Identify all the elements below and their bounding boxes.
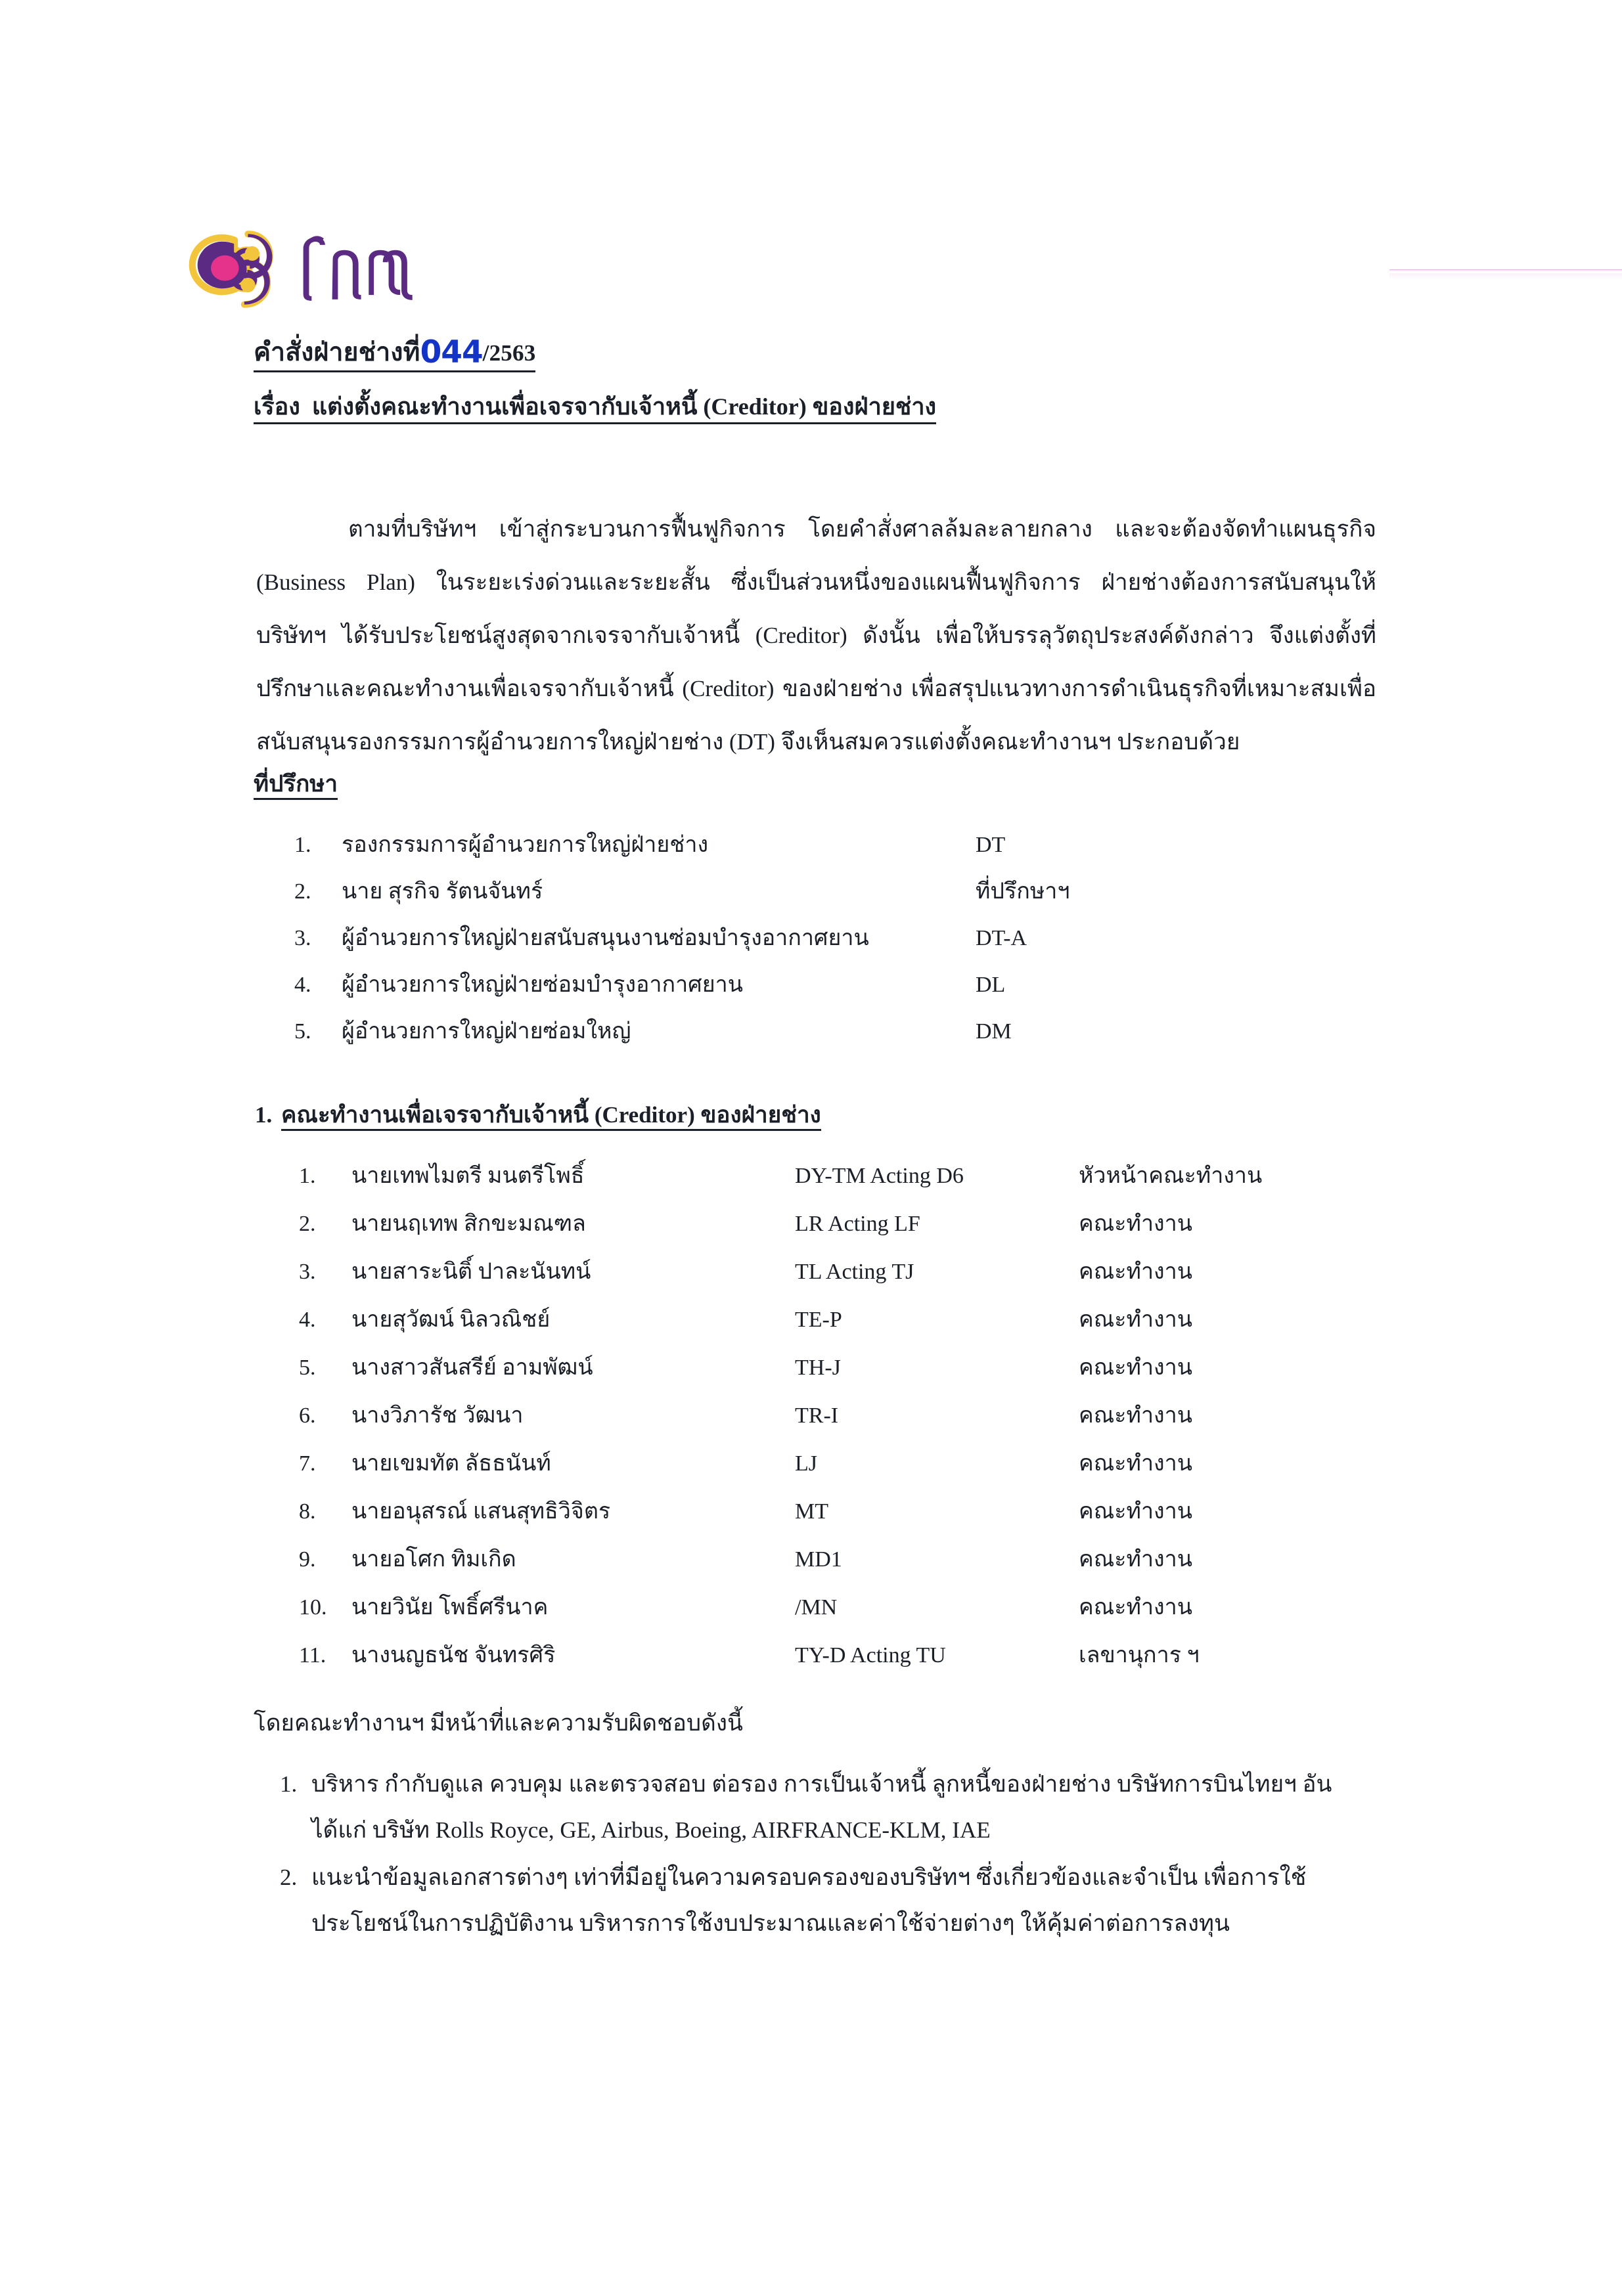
committee-row bbox=[299, 1445, 1403, 1493]
member-role: คณะทำงาน bbox=[1079, 1356, 1192, 1380]
advisor-code: DT bbox=[976, 833, 1006, 857]
member-index: 10. bbox=[299, 1595, 327, 1620]
scan-artifact-line-glow bbox=[1389, 273, 1622, 280]
committee-row bbox=[299, 1637, 1403, 1685]
member-role: คณะทำงาน bbox=[1079, 1547, 1192, 1572]
advisor-row bbox=[294, 826, 1372, 873]
member-code: TE-P bbox=[795, 1308, 842, 1332]
subject-text: แต่งตั้งคณะทำงานเพื่อเจรจากับเจ้าหนี้ (Creditor) ของฝ่ายช่าง bbox=[311, 393, 937, 420]
advisors-list bbox=[294, 826, 1372, 1059]
member-index: 4. bbox=[299, 1308, 316, 1332]
committee-section-heading bbox=[255, 1102, 821, 1128]
duty-item bbox=[254, 1761, 1381, 1853]
advisor-row bbox=[294, 873, 1372, 919]
member-role: คณะทำงาน bbox=[1079, 1451, 1192, 1476]
member-code: TH-J bbox=[795, 1356, 841, 1380]
duty-line-2: ได้แก่ บริษัท Rolls Royce, GE, Airbus, Boeing, AIRFRANCE-KLM, IAE bbox=[311, 1817, 991, 1843]
document-subject-heading bbox=[254, 394, 936, 424]
member-index: 8. bbox=[299, 1499, 316, 1524]
member-name: นายอโศก ทิมเกิด bbox=[351, 1547, 516, 1572]
member-role: เลขานุการ ฯ bbox=[1079, 1643, 1200, 1667]
committee-row bbox=[299, 1349, 1403, 1397]
duty-text bbox=[311, 1855, 1381, 1947]
member-name: นายสุวัฒน์ นิลวณิชย์ bbox=[351, 1308, 551, 1332]
member-role: คณะทำงาน bbox=[1079, 1403, 1192, 1428]
advisor-index: 1. bbox=[294, 833, 311, 857]
member-name: นายเขมทัต ลัธธนันท์ bbox=[351, 1451, 551, 1476]
advisor-code: ที่ปรึกษาฯ bbox=[976, 879, 1070, 904]
committee-row bbox=[299, 1157, 1403, 1205]
duty-item bbox=[254, 1855, 1381, 1947]
advisor-row bbox=[294, 966, 1372, 1013]
duty-line-1: บริหาร กำกับดูแล ควบคุม และตรวจสอบ ต่อรอง การเป็นเจ้าหนี้ ลูกหนี้ของฝ่ายช่าง บริษัทการบินไทยฯ อัน bbox=[311, 1771, 1332, 1797]
duties-lead-text: โดยคณะทำงานฯ มีหน้าที่และความรับผิดชอบดังนี้ bbox=[254, 1710, 743, 1736]
member-code: TR-I bbox=[795, 1403, 839, 1428]
member-name: นางสาวสันสรีย์ อามพัฒน์ bbox=[351, 1356, 593, 1380]
member-role: คณะทำงาน bbox=[1079, 1499, 1192, 1524]
member-code: LR Acting LF bbox=[795, 1212, 920, 1236]
advisor-index: 5. bbox=[294, 1019, 311, 1044]
advisor-title: นาย สุรกิจ รัตนจันทร์ bbox=[342, 879, 543, 904]
duty-index: 1. bbox=[280, 1771, 298, 1797]
thai-airways-logo bbox=[187, 220, 431, 319]
scan-artifact-line bbox=[1389, 269, 1622, 271]
committee-row bbox=[299, 1301, 1403, 1349]
committee-row bbox=[299, 1397, 1403, 1445]
member-code: DY-TM Acting D6 bbox=[795, 1164, 964, 1188]
doc-no-handwritten: 044 bbox=[420, 334, 483, 370]
member-code: LJ bbox=[795, 1451, 817, 1476]
member-index: 11. bbox=[299, 1643, 327, 1667]
member-index: 1. bbox=[299, 1164, 316, 1188]
doc-no-rest: /2563 bbox=[482, 340, 536, 366]
committee-row bbox=[299, 1253, 1403, 1301]
duty-text bbox=[311, 1761, 1381, 1853]
member-index: 5. bbox=[299, 1356, 316, 1380]
advisor-row bbox=[294, 1013, 1372, 1059]
member-name: นายสาระนิติ์ ปาละนันทน์ bbox=[351, 1260, 591, 1284]
member-name: นางนญธนัช จันทรศิริ bbox=[351, 1643, 556, 1667]
member-index: 9. bbox=[299, 1547, 316, 1572]
member-role: คณะทำงาน bbox=[1079, 1260, 1192, 1284]
member-role: คณะทำงาน bbox=[1079, 1212, 1192, 1236]
advisor-title: ผู้อำนวยการใหญ่ฝ่ายซ่อมใหญ่ bbox=[342, 1019, 631, 1044]
advisor-index: 4. bbox=[294, 973, 311, 997]
duty-line-1: แนะนำข้อมูลเอกสารต่างๆ เท่าที่มีอยู่ในความครอบครองของบริษัทฯ ซึ่งเกี่ยวข้องและจำเป็น เพื่อการใช้ bbox=[311, 1865, 1307, 1890]
member-code: TY-D Acting TU bbox=[795, 1643, 946, 1667]
duty-index: 2. bbox=[280, 1865, 298, 1890]
duties-list bbox=[254, 1761, 1381, 1948]
member-name: นายอนุสรณ์ แสนสุทธิวิจิตร bbox=[351, 1499, 611, 1524]
advisor-code: DT-A bbox=[976, 926, 1027, 950]
member-code: TL Acting TJ bbox=[795, 1260, 914, 1284]
member-index: 7. bbox=[299, 1451, 316, 1476]
member-index: 6. bbox=[299, 1403, 316, 1428]
advisor-title: ผู้อำนวยการใหญ่ฝ่ายสนับสนุนงานซ่อมบำรุงอากาศยาน bbox=[342, 926, 869, 950]
advisor-index: 2. bbox=[294, 879, 311, 904]
committee-row bbox=[299, 1589, 1403, 1637]
subject-label: เรื่อง bbox=[254, 393, 300, 420]
doc-no-prefix: คำสั่งฝ่ายช่างที่ bbox=[254, 338, 420, 366]
advisor-title: รองกรรมการผู้อำนวยการใหญ่ฝ่ายช่าง bbox=[342, 833, 709, 857]
thai-wordmark-icon bbox=[293, 227, 431, 311]
member-code: MT bbox=[795, 1499, 828, 1524]
committee-section-title: คณะทำงานเพื่อเจรจากับเจ้าหนี้ (Creditor) ของฝ่ายช่าง bbox=[281, 1102, 821, 1131]
committee-section-number: 1. bbox=[255, 1102, 273, 1128]
member-role: คณะทำงาน bbox=[1079, 1308, 1192, 1332]
member-role: หัวหน้าคณะทำงาน bbox=[1079, 1164, 1263, 1188]
member-name: นายนฤเทพ สิกขะมณฑล bbox=[351, 1212, 586, 1236]
member-code: MD1 bbox=[795, 1547, 842, 1572]
thai-orchid-logo-icon bbox=[187, 220, 284, 319]
committee-row bbox=[299, 1541, 1403, 1589]
committee-row bbox=[299, 1493, 1403, 1541]
duty-line-2: ประโยชน์ในการปฏิบัติงาน บริหารการใช้งบประมาณและค่าใช้จ่ายต่างๆ ให้คุ้มค่าต่อการลงทุน bbox=[311, 1910, 1230, 1936]
advisor-code: DM bbox=[976, 1019, 1012, 1044]
member-index: 2. bbox=[299, 1212, 316, 1236]
advisor-code: DL bbox=[976, 973, 1006, 997]
advisor-title: ผู้อำนวยการใหญ่ฝ่ายซ่อมบำรุงอากาศยาน bbox=[342, 973, 744, 997]
committee-list bbox=[299, 1157, 1403, 1685]
document-number-heading bbox=[254, 336, 535, 372]
member-role: คณะทำงาน bbox=[1079, 1595, 1192, 1620]
member-code: /MN bbox=[795, 1595, 838, 1620]
committee-row bbox=[299, 1205, 1403, 1253]
member-index: 3. bbox=[299, 1260, 316, 1284]
member-name: นายวินัย โพธิ์ศรีนาค bbox=[351, 1595, 549, 1620]
member-name: นายเทพไมตรี มนตรีโพธิ์ bbox=[351, 1164, 585, 1188]
advisor-index: 3. bbox=[294, 926, 311, 950]
member-name: นางวิภารัช วัฒนา bbox=[351, 1403, 524, 1428]
intro-paragraph: ตามที่บริษัทฯ เข้าสู่กระบวนการฟื้นฟูกิจการ โดยคำสั่งศาลล้มละลายกลาง และจะต้องจัดทำแผนธุรกิจ (Business Plan) ในระยะเร่งด่วนและระยะสั้น ซึ่งเป็นส่วนหนึ่งของแผนฟื้นฟูกิจการ ฝ่ายช่างต้องการสนับสนุนให้บริษัทฯ ได้รับประโยชน์สูงสุดจากเจรจากับเจ้าหนี้ (Creditor) ดังนั้น เพื่อให้บรรลุวัตถุประสงค์ดังกล่าว จึงแต่งตั้งที่ปรึกษาและคณะทำงานเพื่อเจรจากับเจ้าหนี้ (Creditor) ของฝ่ายช่าง เพื่อสรุปแนวทางการดำเนินธุรกิจที่เหมาะสมเพื่อสนับสนุนรองกรรมการผู้อำนวยการใหญ่ฝ่ายช่าง (DT) จึงเห็นสมควรแต่งตั้งคณะทำงานฯ ประกอบด้วย bbox=[256, 516, 1376, 755]
advisor-row bbox=[294, 919, 1372, 966]
advisors-section-heading: ที่ปรึกษา bbox=[254, 771, 338, 800]
